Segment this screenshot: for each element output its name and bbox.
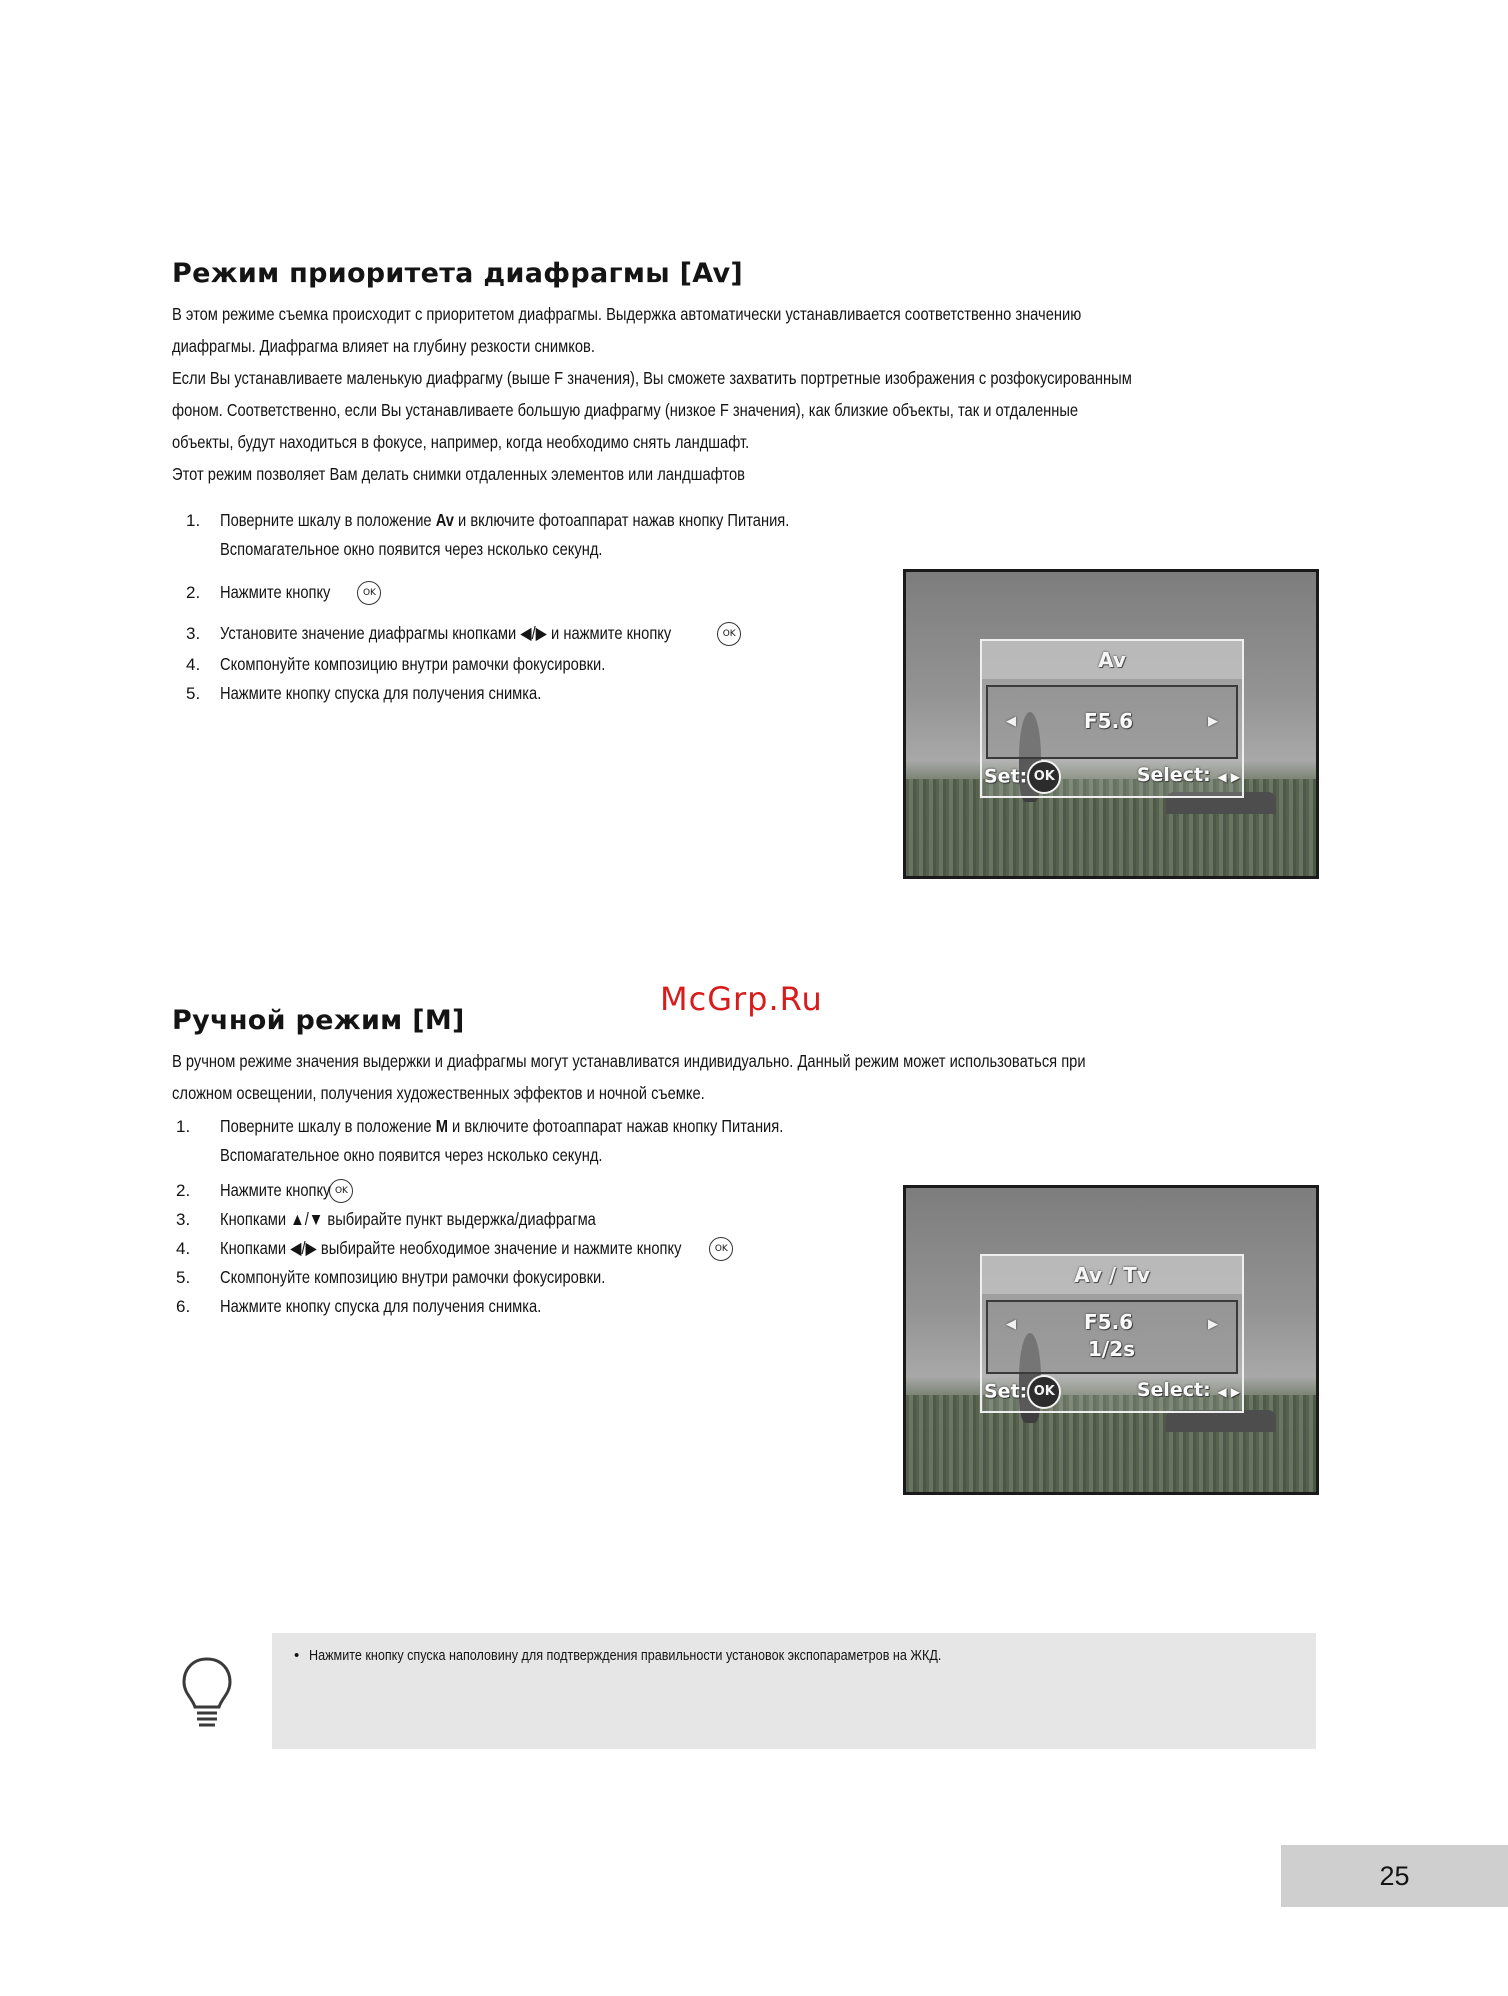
step-text: и включите фотоаппарат нажав кнопку Питания. [447, 1116, 784, 1136]
step-number: 3. [186, 624, 201, 643]
page-number: 25 [1281, 1845, 1508, 1907]
lcd-set-label: Set: [984, 1380, 1028, 1403]
step-number: 5. [176, 1268, 191, 1287]
step-number: 2. [186, 583, 201, 602]
lcd-menu-panel [980, 639, 1244, 798]
lcd-select-label: Select: [1136, 1379, 1211, 1401]
step-text: Кнопками ▲/▼ выбирайте пункт выдержка/диафрагма [220, 1209, 596, 1229]
step-text: Нажмите кнопку спуска для получения снимка. [220, 683, 542, 703]
step-text: Скомпонуйте композицию внутри рамочки фокусировки. [220, 654, 606, 674]
lcd-menu-panel [980, 1254, 1244, 1413]
lcd-set-hint [984, 1375, 1061, 1409]
step-bold-text: Av [435, 510, 454, 530]
paragraph-line: Если Вы устанавливаете маленькую диафрагму (выше F значения), Вы сможете захватить портретные изображения с розфокусированным [172, 368, 1132, 388]
section-m-paragraph [172, 1045, 1260, 1109]
lcd-select-hint [1137, 764, 1240, 786]
lcd-panel-title: Av [982, 641, 1242, 679]
paragraph-line: фоном. Соответственно, если Вы устанавливаете большую диафрагму (низкое F значения), как близкие объекты, так и отдаленные [172, 400, 1079, 420]
ok-button-icon: OK [1027, 1375, 1061, 1409]
step-bold-text: M [435, 1116, 448, 1136]
lightbulb-icon [178, 1655, 236, 1735]
section-av-paragraph [172, 298, 1315, 490]
step-item [176, 1112, 891, 1141]
tip-bullet: • [294, 1647, 300, 1664]
step-text: Скомпонуйте композицию внутри рамочки фокусировки. [220, 1267, 606, 1287]
step-item [176, 1205, 891, 1234]
paragraph-line: сложном освещении, получения художественных эффектов и ночной съемке. [172, 1083, 705, 1103]
step-item [176, 1263, 891, 1292]
step-text: Нажмите кнопку спуска для получения снимка. [220, 1296, 542, 1316]
step-text: и включите фотоаппарат нажав кнопку Питания. [453, 510, 790, 530]
left-right-arrows-icon: ◀ ▶ [1217, 770, 1240, 784]
step-text: Вспомагательное окно появится через нсколько секунд. [220, 539, 603, 559]
lcd-value: F5.6 [1084, 709, 1134, 733]
step-item [176, 1234, 891, 1263]
tip-box [272, 1633, 1316, 1749]
lcd-screen-m [903, 1185, 1319, 1495]
watermark-text: McGrp.Ru [660, 980, 823, 1018]
step-text: Поверните шкалу в положение [220, 510, 436, 530]
left-right-arrows-icon: ◀ ▶ [1217, 1385, 1240, 1399]
ok-button-icon: OK [709, 1237, 733, 1261]
step-item [186, 650, 898, 679]
section-av-heading: Режим приоритета диафрагмы [Av] [172, 258, 744, 289]
step-number: 4. [176, 1239, 191, 1258]
right-arrow-icon: ▶ [1208, 713, 1218, 728]
section-m-heading: Ручной режим [M] [172, 1005, 465, 1036]
ok-button-icon: OK [329, 1179, 353, 1203]
ok-button-icon: OK [1027, 760, 1061, 794]
step-number: 4. [186, 655, 201, 674]
step-item [186, 619, 898, 648]
step-text: Кнопками ◀/▶ выбирайте необходимое значение и нажмите кнопку [220, 1238, 682, 1258]
step-item [176, 1292, 891, 1321]
step-item [186, 578, 898, 607]
step-text: Нажмите кнопку [220, 582, 331, 602]
step-number: 2. [176, 1181, 191, 1200]
section-av-steps [186, 506, 898, 708]
step-number: 5. [186, 684, 201, 703]
right-arrow-icon: ▶ [1208, 1316, 1218, 1331]
left-arrow-icon: ◀ [1006, 713, 1016, 728]
lcd-set-label: Set: [984, 765, 1028, 788]
lcd-value-box [986, 685, 1238, 759]
step-item [176, 1141, 891, 1170]
step-number: 1. [186, 511, 201, 530]
step-item [186, 535, 898, 564]
step-number: 3. [176, 1210, 191, 1229]
lcd-value-aperture: F5.6 [1084, 1310, 1134, 1334]
paragraph-line: Этот режим позволяет Вам делать снимки отдаленных элементов или ландшафтов [172, 464, 745, 484]
step-item [186, 679, 898, 708]
lcd-trees-shape [1166, 1410, 1276, 1432]
lcd-panel-title: Av / Tv [982, 1256, 1242, 1294]
tip-text: Нажмите кнопку спуска наполовину для подтверждения правильности установок экспопараметров на ЖКД. [309, 1647, 942, 1664]
lcd-select-hint [1137, 1379, 1240, 1401]
left-arrow-icon: ◀ [1006, 1316, 1016, 1331]
paragraph-line: В ручном режиме значения выдержки и диафрагмы могут устанавливатся индивидуально. Данный режим может использоваться при [172, 1051, 1086, 1071]
step-text: Установите значение диафрагмы кнопками ◀/▶ и нажмите кнопку [220, 623, 672, 643]
step-text: Нажмите кнопку [220, 1180, 331, 1200]
lcd-screen-av [903, 569, 1319, 879]
ok-button-icon: OK [717, 622, 741, 646]
paragraph-line: диафрагмы. Диафрагма влияет на глубину резкости снимков. [172, 336, 595, 356]
step-text: Вспомагательное окно появится через нсколько секунд. [220, 1145, 603, 1165]
step-item [186, 506, 898, 535]
step-number: 6. [176, 1297, 191, 1316]
paragraph-line: В этом режиме съемка происходит с приоритетом диафрагмы. Выдержка автоматически устанавливается соответственно значению [172, 304, 1082, 324]
lcd-select-label: Select: [1136, 764, 1211, 786]
section-m-steps [176, 1112, 891, 1321]
paragraph-line: объекты, будут находиться в фокусе, например, когда необходимо снять ландшафт. [172, 432, 750, 452]
lcd-set-hint [984, 760, 1061, 794]
lcd-value-shutter: 1/2s [1088, 1337, 1136, 1361]
lcd-value-box [986, 1300, 1238, 1374]
step-item [176, 1176, 891, 1205]
ok-button-icon: OK [357, 581, 381, 605]
step-text: Поверните шкалу в положение [220, 1116, 436, 1136]
tip-line [294, 1647, 1062, 1664]
step-number: 1. [176, 1117, 191, 1136]
